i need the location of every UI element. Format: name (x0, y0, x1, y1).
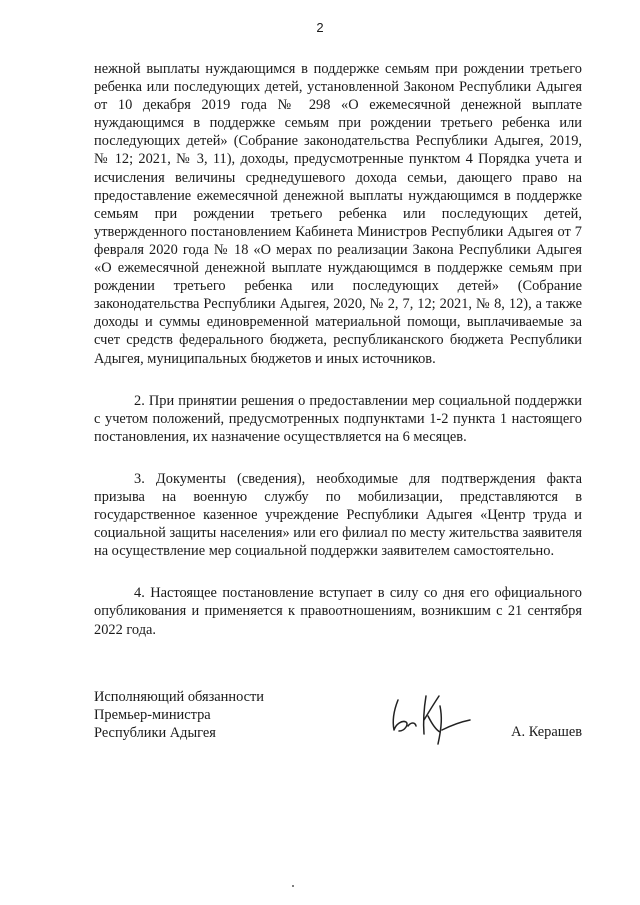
signatory-position (94, 688, 264, 742)
paragraph-continuation: нежной выплаты нуждающимся в поддержке семьям при рождении третьего ребенка или последующих детей, установленной Законом Республики Адыгея от 10 декабря 2019 года № 298 «О ежемесячной денежной выплате нуждающимся в поддержке семьям при рождении третьего ребенка или последующих детей» (Собрание законодательства Республики Адыгея, 2019, № 12; 2021, № 3, 11), доходы, предусмотренные пунктом 4 Порядка учета и исчисления величины среднедушевого дохода семьи, дающего право на предоставление ежемесячной денежной выплаты нуждающимся в поддержке семьям при рождении третьего ребенка или последующих детей, утвержденного постановлением Кабинета Министров Республики Адыгея от 7 февраля 2020 года № 18 «О мерах по реализации Закона Республики Адыгея «О ежемесячной денежной выплате нуждающимся в поддержке семьям при рождении третьего ребенка или последующих детей» (Собрание законодательства Республики Адыгея, 2020, № 2, 7, 12; 2021, № 8, 12), а также доходы и суммы единовременной материальной помощи, выплачиваемые за счет средств федерального бюджета, республиканского бюджета Республики Адыгея, муниципальных бюджетов и иных источников. (94, 61, 582, 367)
paragraph-item-4: 4. Настоящее постановление вступает в силу со дня его официального опубликования и применяется к правоотношениям, возникшим с 21 сентября 2022 года. (94, 585, 582, 638)
signatory-position-line: Премьер-министра (94, 707, 211, 723)
scan-speck (292, 885, 294, 887)
signatory-name: А. Керашев (511, 724, 582, 740)
paragraph-item-2: 2. При принятии решения о предоставлении мер социальной поддержки с учетом положений, предусмотренных подпунктами 1-2 пункта 1 настоящего постановления, их назначение осуществляется на 6 месяцев. (94, 392, 582, 445)
signatory-position-line: Республики Адыгея (94, 725, 216, 741)
paragraph-item-3: 3. Документы (сведения), необходимые для подтверждения факта призыва на военную службу по мобилизации, представляются в государственное казенное учреждение Республики Адыгея «Центр труда и социальной защиты населения» или его филиал по месту жительства заявителя на осуществление мер социальной поддержки заявителем самостоятельно. (94, 470, 582, 560)
signatory-position-line: Исполняющий обязанности (94, 689, 265, 705)
page-number: 2 (316, 20, 324, 35)
handwritten-signature (384, 686, 476, 748)
document-body (94, 60, 582, 639)
